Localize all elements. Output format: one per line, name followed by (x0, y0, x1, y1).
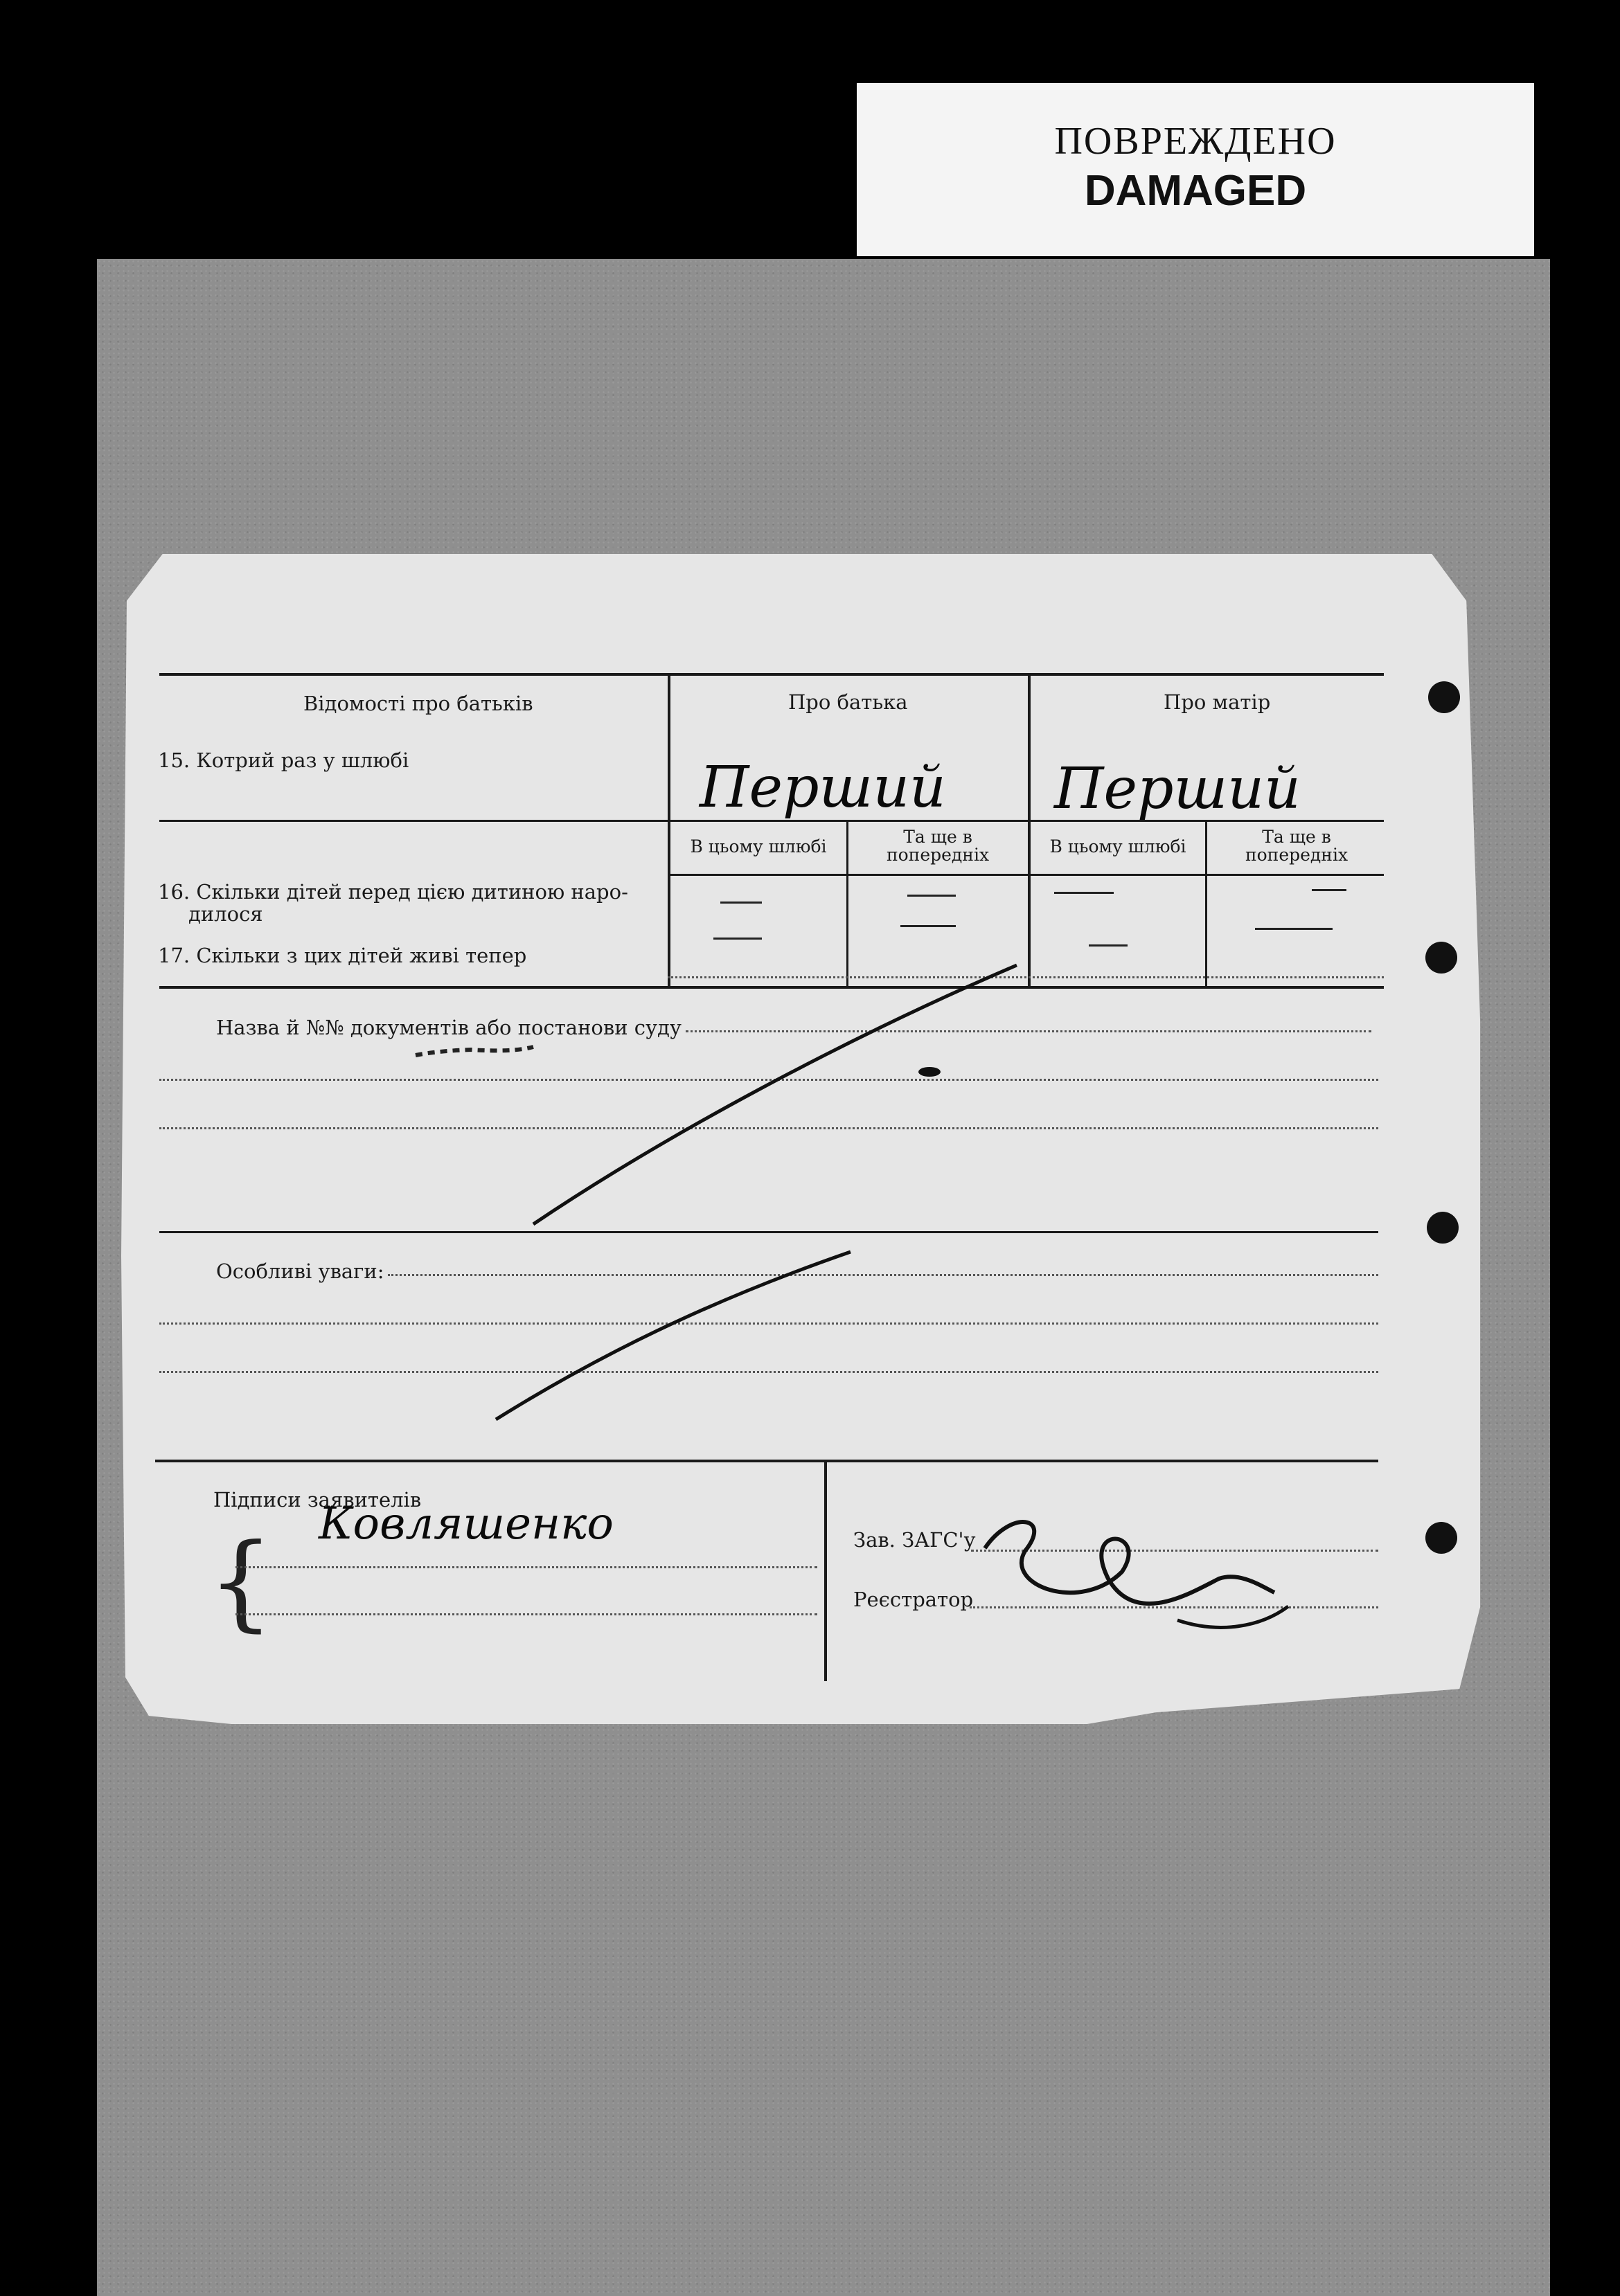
head-dotted-line (971, 1550, 1378, 1552)
father-marriage-handwritten: Перший (700, 755, 946, 820)
applicants-dotted-line-1 (235, 1566, 817, 1568)
dash-mother-prev-16 (1312, 889, 1346, 891)
notes-dotted-line (388, 1274, 1378, 1276)
notes-label: Особливі уваги: (216, 1259, 384, 1283)
registrar-dotted-line (970, 1606, 1378, 1608)
row-16-label: 16. Скільки дітей перед цією дитиною наро- (158, 880, 628, 904)
applicants-dotted-line-2 (235, 1613, 817, 1615)
section-divider-1 (159, 1231, 1378, 1233)
signature-divider (824, 1460, 827, 1681)
col-divider-2 (1028, 673, 1031, 988)
dash-mother-this-16 (1054, 892, 1114, 894)
column-header-parents: Відомості про батьків (303, 692, 533, 715)
subheader-mother-prev: Та ще в попередніх (1245, 827, 1348, 866)
section-divider-2 (155, 1460, 1378, 1462)
col-divider-4 (1205, 820, 1207, 988)
mother-marriage-handwritten: Перший (1054, 756, 1301, 822)
applicant-signature: Ковляшенко (319, 1498, 614, 1550)
dash-father-prev-16 (907, 895, 956, 897)
dash-mother-prev-17 (1255, 928, 1333, 930)
stamp-line-ukr: ПОВРЕЖДЕНО (1054, 120, 1337, 163)
stamp-line-eng: DAMAGED (1084, 167, 1307, 215)
applicants-label: Підписи заявителів (213, 1488, 422, 1512)
binder-hole (1425, 942, 1457, 974)
subheader-father-prev: Та ще в попередніх (886, 827, 990, 866)
dash-father-prev-17 (900, 925, 956, 927)
applicants-brace: { (208, 1522, 274, 1642)
subheader-father-this: В цьому шлюбі (690, 836, 827, 856)
table-top-rule (159, 673, 1384, 676)
registrar-label: Реєстратор (853, 1588, 974, 1611)
documents-label: Назва й №№ документів або постанови суду (216, 1016, 682, 1039)
column-header-mother: Про матір (1164, 690, 1271, 714)
row-16-label-cont: дилося (188, 902, 263, 926)
notes-dotted-line-2 (159, 1322, 1378, 1325)
documents-dotted-line-2 (159, 1079, 1378, 1081)
column-header-father: Про батька (788, 690, 908, 714)
col-divider-1 (668, 673, 670, 988)
head-label: Зав. ЗАГС'у (853, 1528, 976, 1552)
documents-dotted-line-3 (159, 1127, 1378, 1129)
dash-father-this-16 (720, 902, 762, 904)
notes-dotted-line-3 (159, 1371, 1378, 1373)
subheader-mother-this: В цьому шлюбі (1049, 836, 1186, 856)
table-bottom-rule (159, 986, 1384, 989)
row-17-dotted-line (668, 976, 1384, 978)
binder-hole (1428, 681, 1460, 713)
subheader-rule (668, 874, 1384, 876)
row-15-label: 15. Котрий раз у шлюбі (158, 748, 409, 772)
binder-hole (1427, 1212, 1459, 1244)
dash-mother-this-17 (1089, 944, 1128, 947)
documents-dotted-line (686, 1030, 1371, 1032)
col-divider-3 (846, 820, 848, 988)
row-17-label: 17. Скільки з цих дітей живі тепер (158, 944, 527, 967)
binder-hole (1425, 1522, 1457, 1554)
damaged-stamp (857, 83, 1534, 256)
dash-father-this-17 (713, 938, 762, 940)
